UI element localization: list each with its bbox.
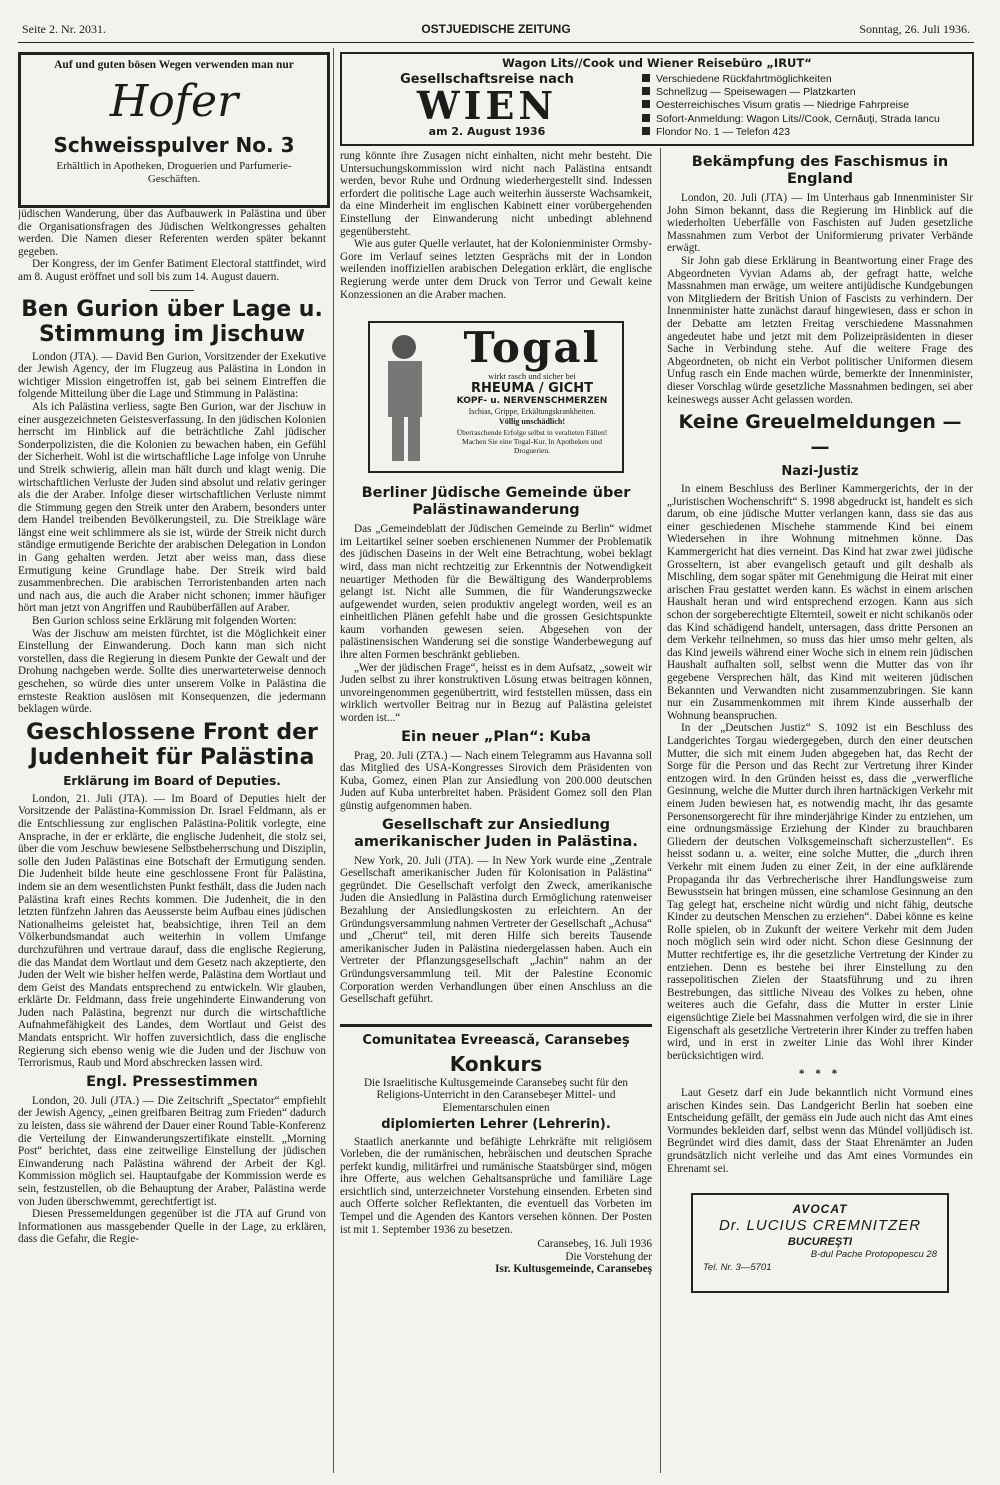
- togal-line: Völlig unschädlich!: [498, 416, 565, 426]
- togal-line: Überraschende Erfolge selbst in veralteten Fällen! Machen Sie eine Togal-Kur. In Apotheken und Droguerien.: [456, 428, 608, 456]
- togal-line: KOPF- u. NERVENSCHMERZEN: [456, 396, 608, 407]
- headline-pressestimmen: Engl. Pressestimmen: [86, 1073, 258, 1090]
- avocat-name: Dr. LUCIUS CREMNITZER: [718, 1216, 922, 1234]
- column-rule-1: [333, 48, 334, 1473]
- headline-ansiedlung: Gesellschaft zur Ansiedlung amerikanischer Juden in Palästina.: [354, 816, 638, 850]
- divider: [150, 290, 194, 291]
- article-text: London, 21. Juli (JTA). — Im Board of Deputies hielt der Vorsitzende der Palästina-Kommission Dr. Israel Feldmann, als er die Entschliessung zur englischen Palästina-Politik vorlegte, eine Ansprache, in der er erklärte, die englische Judenheit, die stolz sei, über die vom Jeschuw bewiesene Selbstbeherrschung und Disziplin, solle den Juden Palästinas eine Botschaft der Ermutigung senden. Die Judenheit bilde heute eine geschlossene Front für Palästina, indem sie an dem wesentlichsten Punkt festhält, dass die Juden nach Palästina kraft eines Rechts kommen. Die Judenheit, die in den letzten fünfzehn Jahren das Aeusserste beim Aufbau eines jüdischen Nationalheims geleistet hat, beabsichtige, ihren Teil an dem Völkerbundsmandat auch weiterhin in vollem Umfange durchzuführen und vertraue darauf, dass die englische Regierung, die das Mandat dem Wortlaut und dem Gesetz nach akzeptierte, den Juden der Welt wie bisher helfen werde, Palästina dem Wortlaut und dem Geist des Mandats entsprechend zu entwickeln. Wir glauben, erklärte Dr. Feldmann, dass freie ungehinderte Einwanderung von Juden nach Palästina, begrenzt nur durch die wirtschaftliche Aufnahmefähigkeit des Landes, dem Wortlaut und Geist des Mandats entspricht. Wir hoffen zuversichtlich, dass die englische Regierung sich ebenso wenig wie die Juden und der Jischuw von Terrorismus, Raub und Mord abschrecken lassen wird.: [18, 792, 326, 1070]
- article-text: London (JTA). — David Ben Gurion, Vorsitzender der Exekutive der Jewish Agency, der im Flugzeug aus Palästina in London in wichtiger Mission eingetroffen ist, gab bei seinem Eintreffen die folgende Mitteilung über die Lage und Stimmung in Palästina:: [18, 350, 326, 401]
- column-3: [667, 150, 973, 1475]
- square-bullet-icon: [642, 87, 650, 95]
- issue-date: Sonntag, 26. Juli 1936.: [859, 22, 970, 36]
- subheadline: Nazi-Justiz: [781, 464, 859, 480]
- wien-ad-item: Schnellzug — Speisewagen — Platzkarten: [642, 86, 962, 99]
- hofer-brand-logo: Hofer: [109, 76, 239, 127]
- wien-ad-item: Oesterreichisches Visum gratis — Niedrige Fahrpreise: [642, 99, 962, 112]
- wien-travel-ad: [340, 52, 974, 146]
- konkurs-signature: Die Vorstehung der: [565, 1250, 652, 1263]
- article-text: rung könnte ihre Zusagen nicht einhalten, nicht mehr besteht. Die Untersuchungskommission wird nicht nach Palästina entsandt werden, bevor Ruhe und Ordnung wiederhergestellt sind. Indessen erfordert die politische Lage auch weiterhin äusserste Wachsamkeit, da eine Minderheit im englischen Kabinett einer vorübergehenden Einstellung der Einwanderung nicht unbedingt ablehnend gegenübersteht.: [340, 150, 652, 238]
- article-text: London, 20. Juli (JTA.) — Die Zeitschrift „Spectator“ empfiehlt der Jewish Agency, „einen greifbaren Beitrag zum Frieden“ dadurch zu leisten, dass sie während der Dauer einer Round Table-Konferenz die Verteilung der Einwanderungszertifikate einstellt. „Morning Post“ berichtet, dass eine zeitweilige Einstellung der jüdischen Einwanderung nach Palästina während der Arbeit der Kgl. Kommission möglich sei. Hauptaufgabe der Kommission werde es sein, festzustellen, ob die Behauptung der Araber, Palästina werde von Juden überschwemmt, gerechtfertigt ist.: [18, 1094, 326, 1208]
- konkurs-date: Caransebeş, 16. Juli 1936: [537, 1238, 652, 1251]
- wien-ad-city: WIEN: [416, 83, 558, 128]
- article-text: In einem Beschluss des Berliner Kammergerichts, der in der „Juristischen Wochenschrift“ S. 1998 abgedruckt ist, handelt es sich darum, ob eine jüdische Mutter verlangen kann, dass sie das aus einer geschiedenen Mischehe stammende Kind bei einem Wiedersehen in ihre Wohnung mitnehmen könne. Das Kammergericht hat dies verneint. Das Kind hat zwar zwei jüdische Grosseltern, ist aber evangelisch getauft und gilt deshalb als Mischling, dem sogar später mit Genehmigung die Heirat mit einer arischen Frau gestattet werden kann. Es wächst in einem arischen Haushalt heran und wird entsprechend erzogen. Kann aus sich schon der sorgeberechtigte Elternteil, soweit er nicht schikanös oder das Kind schädigend handelt, untersagen, dass dritte Personen an dem Verkehr teilnehmen, so muss das hier umso mehr gelten, als das Kind jeweils während einer Woche sich in einem rein jüdischen Haushalt aufhalten soll, selbst wenn die Mutter das von ihr gegebene Versprechen hält, das Kind mit weiteren jüdischen Bekannten und Verwandten nicht zusammenzubringen. Sie kann nur ein Zusammenkommen mit ihrem Kinde ausserhalb der Wohnung beanspruchen.: [667, 483, 973, 722]
- article-text: Laut Gesetz darf ein Jude bekanntlich nicht Vormund eines arischen Kindes sein. Das Landgericht Berlin hat soeben eine Entscheidung gefällt, der gemäss ein Jude auch nicht das Amt eines Vormundes bekleiden darf, selbst wenn das Mündel volljüdisch ist. Begründet wird dies damit, dass der Staat Ehrenämter an Juden grundsätzlich nicht verleihe und das Amt eines Vormundes ein Ehrenamt sei.: [667, 1087, 973, 1175]
- konkurs-title: Konkurs: [449, 1051, 543, 1076]
- togal-line: Ischias, Grippe, Erkältungskrankheiten.: [468, 407, 596, 417]
- avocat-ad: [691, 1193, 949, 1293]
- article-text: Prag, 20. Juli (ZTA.) — Nach einem Telegramm aus Havanna soll das Mitglied des USA-Kongresses Sirovich dem Präsidenten von Kuba, Gomez, einen Plan zur Ansiedlung von 200.000 deutschen Juden auf Kuba unterbreitet haben. Präsident Gomez soll den Plan günstig aufgenommen haben.: [340, 749, 652, 812]
- konkurs-text: Die Israelitische Kultusgemeinde Caransebeş sucht für den Religions-Unterricht in den Caransebeşer Mittel- und Elementarschulen einen: [363, 1076, 629, 1114]
- avocat-phone: Tel. Nr. 3—5701: [703, 1261, 772, 1273]
- headline-berliner-gemeinde: Berliner Jüdische Gemeinde über Palästinawanderung: [361, 485, 631, 519]
- hofer-availability: Erhältlich in Apotheken, Droguerien und Parfumerie-Geschäften.: [56, 160, 292, 185]
- article-text: Diesen Pressemeldungen gegenüber ist die JTA auf Grund von Informationen aus massgebender Quelle in der Lage, zu erklären, dass die Gefahr, die Regie-: [18, 1208, 326, 1246]
- page-number: Seite 2. Nr. 2031.: [22, 22, 106, 36]
- togal-ad: [368, 321, 624, 473]
- konkurs-org: Comunitatea Evreească, Caransebeş: [362, 1032, 630, 1048]
- article-text: jüdischen Wanderung, über das Aufbauwerk in Palästina und über die Organisationsfragen des Jüdischen Weltkongresses gehalten werden. Die Namen dieser Referenten werden später bekannt gegeben.: [18, 208, 326, 258]
- konkurs-signature: Isr. Kultusgemeinde, Caransebeş: [495, 1263, 652, 1276]
- wien-ad-banner: Wagon Lits//Cook und Wiener Reisebüro „IRUT“: [502, 56, 812, 70]
- article-text: Ben Gurion schloss seine Erklärung mit folgenden Worten:: [32, 615, 297, 628]
- article-text: Der Kongress, der im Genfer Batiment Electoral stattfindet, wird am 8. August eröffnet und soll bis zum 14. August dauern.: [18, 258, 326, 283]
- article-text: Als ich Palästina verliess, sagte Ben Gurion, war der Jischuw in einer ausgezeichneten Geistesverfassung. In den jüdischen Kolonien herrscht im Hinblick auf die beträchtliche Zahl jüdischer Sonderpolizisten, die die Kolonien zu bewachen haben, ein Gefühl der Sicherheit. Wohl ist die wirtschaftliche Lage infolge von Unruhe und Streik schwierig, allein man hält durch und klagt wenig. Die wirtschaftlichen Verluste der Juden sind absolut und relativ geringer als die der Araber. Infolge dieser wirtschaftlichen Verluste nimmt die Stimmung gegen den Streik unter den Arabern, besonders unter dem Handel treibenden Bevölkerungsteil, zu. Die Streiklage wäre längst eine weit schlimmere als sie ist, würde der Streik nicht durch ständige ermutigende Berichte der arabischen Delegation in London in Gang gehalten werden. Jetzt aber weiss man, dass diese Ermutigung keine Grundlage habe. Der Streik wird bald zusammenbrechen. Die arabischen Terroristenbanden arten nach und nach aus, die auch die Araber nicht schonen; immer häufiger hört man jetzt von Angriffen und Raubüberfällen auf Araber.: [18, 400, 326, 615]
- wien-ad-item: Verschiedene Rückfahrtmöglichkeiten: [642, 73, 962, 86]
- headline-ben-gurion: Ben Gurion über Lage u. Stimmung im Jischuw: [21, 296, 323, 347]
- column-rule-2: [660, 148, 661, 1473]
- square-bullet-icon: [642, 127, 650, 135]
- square-bullet-icon: [642, 74, 650, 82]
- subheadline: Erklärung im Board of Deputies.: [63, 773, 281, 788]
- konkurs-position: diplomierten Lehrer (Lehrerin).: [381, 1116, 611, 1132]
- section-stars: * * *: [798, 1068, 842, 1081]
- avocat-title: AVOCAT: [792, 1202, 848, 1217]
- hofer-ad: [18, 52, 330, 208]
- headline-greuelmeldungen: Keine Greuelmeldungen — —: [678, 411, 962, 459]
- headline-kuba: Ein neuer „Plan“: Kuba: [401, 728, 591, 745]
- avocat-city: BUCUREŞTI: [787, 1236, 853, 1249]
- article-text: „Wer der jüdischen Frage“, heisst es in dem Aufsatz, „soweit wir Juden selbst zu ihrer konstruktiven Lösung etwas beitragen können, unvoreingenommen gegenübertritt, wird feststellen müssen, dass ein wirklich wertvoller Beitrag nur in Bezug auf Palästina geleistet worden ist...“: [340, 661, 652, 725]
- article-text: In der „Deutschen Justiz“ S. 1092 ist ein Beschluss des Landgerichtes Torgau wiedergegeben, durch den einer deutschen Mutter, die sich mit einem Juden abgegeben hat, das Recht der Sorge für die Person und das Recht zur Vertretung ihrer Kinder entzogen wird. In den Gründen heisst es, dass die „verwerfliche Gesinnung, welche die Mutter durch ihren hartnäckigen Verkehr mit einem Juden bewiesen hat, es notwendig macht, ihr das gesamte Personensorgerecht für ihre minderjährige Kinder zu entziehen, um eine ordnungsmässige Erziehung der Kinder zu brauchbaren Gliedern der deutschen Volksgemeinschaft sicherzustellen“. Es heisst sodann u. a. weiter, eine solche Mutter, die „durch ihren Verkehr mit einem Juden zu einer Zeit, in der eine aufklärende Propaganda ihr das Verbrecherische ihrer Handlungsweise zum Bewusstsein hat bringen müssen, eine schamlose Gesinnung an den Tag gelegt hat, erscheine nicht würdig und nicht fähig, deutsche Kinder zu deutschen Menschen zu erziehen“. Dabei könne es keine Rolle spielen, ob in Zukunft der weitere Verkehr mit dem Juden noch möglich sein wird oder nicht. Schon diese Gesinnung der Mutter rechtfertige es, ihr die gesetzliche Vertretung der Kinder zu entziehen. Denn es bestehe bei ihrer Einstellung zu den rassepolitischen Zielen der Staatsführung und zu ihren Bestrebungen, das sittliche Niveau des Volkes zu heben, ohne weiteres auch die Gefahr, dass die Mutter in erster Linie eigensüchtige Ziele bei Massnahmen verfolgen wird, die sie in ihrer Eigenschaft als gesetzliche Vertreterin ihrer Kinder zu treffen haben wird, und in erst in zweiter Linie das Wohl ihrer Kinder berücksichtigen wird.: [667, 722, 973, 1062]
- wien-ad-list: [642, 73, 962, 139]
- square-bullet-icon: [642, 114, 650, 122]
- square-bullet-icon: [642, 100, 650, 108]
- avocat-address: B-dul Pache Protopopescu 28: [810, 1248, 937, 1260]
- wien-ad-item: Flondor No. 1 — Telefon 423: [642, 126, 962, 139]
- wien-ad-item: Sofort-Anmeldung: Wagon Lits//Cook, Cernăuţi, Strada Iancu: [642, 113, 962, 126]
- togal-line: RHEUMA / GICHT: [471, 381, 593, 397]
- konkurs-text: Staatlich anerkannte und befähigte Lehrkräfte mit religiösem Vorleben, die der rumänischen, hebräischen und deutschen Sprache perfekt kundig, militärfrei und rumänische Staatsbürger sind, mögen ihre Offerte, aus welchen Gehaltsansprüche und familiäre Lage ersichtlich sind, unterzeichneter Vorstehung einsenden. Erbeten sind auch Offerte solcher Reflektanten, die eventuell das Vorbeten im Tempel und die Agenden des Kantors versehen können. Der Posten ist mit 1. September 1936 zu besetzen.: [340, 1135, 652, 1236]
- article-text: Was der Jischuw am meisten fürchtet, ist die Möglichkeit einer Einstellung der Einwanderung. Doch kann man sich nicht vorstellen, dass die Regierung in diesem Punkte der Gewalt und der Drohung nachgeben werde. Sollte dies unerwarteterweise dennoch geschehen, so würde dies unter unserem Volke in Palästina die ernsteste Reaktion auslösen mit Konsequenzen, die jedermann beklagen würde.: [18, 627, 326, 716]
- headline-faschismus: Bekämpfung des Faschismus in England: [691, 154, 949, 187]
- hofer-ad-tagline: Auf und guten bösen Wegen verwenden man nur: [54, 59, 294, 71]
- divider: [340, 1024, 652, 1027]
- headline-geschlossene-front: Geschlossene Front der Judenheit für Palästina: [26, 719, 318, 770]
- wien-ad-line: Gesellschaftsreise nach: [400, 72, 574, 87]
- hofer-product: Schweisspulver No. 3: [53, 133, 295, 157]
- wien-ad-date: am 2. August 1936: [428, 125, 546, 138]
- article-text: London, 20. Juli (JTA) — Im Unterhaus gab Innenminister Sir John Simon bekannt, dass die Regierung im Hinblick auf die wiederholten Ueberfälle von Faschisten auf Juden gesetzliche Massnahmen zum Verbot der Uniformierung privater Verbände erwägt.: [667, 192, 973, 255]
- togal-line: wirkt rasch und sicher bei: [488, 371, 576, 382]
- page-header: [22, 22, 970, 40]
- article-text: New York, 20. Juli (JTA). — In New York wurde eine „Zentrale Gesellschaft amerikanischer Juden für Kolonisation in Palästina“ gegründet. Die Gesellschaft verfolgt den Zweck, amerikanische Juden die Ansiedlung in Palästina durch Ermöglichung ratenweiser Bezahlung der Ansiedlungskosten zu erleichtern. An der Gründungsversammlung nahmen Vertreter der Gesellschaft „Achusa“ und „Cherut“ teil, mit deren Hilfe sich bereits Tausende amerikanischer Juden in Palästina niedergelassen haben. Auch ein Vertreter der Pflanzungsgesellschaft „Jachin“ nahm an der Gründungsversammlung teil. Mit der Palestine Economic Corporation werden Verhandlungen über einen Anschluss an die Gesellschaft geführt.: [340, 854, 652, 1006]
- togal-figure-icon: [374, 327, 444, 465]
- column-2: [340, 150, 652, 1475]
- column-1: [18, 208, 326, 1475]
- togal-brand: Togal: [463, 323, 601, 373]
- masthead: OSTJUEDISCHE ZEITUNG: [421, 22, 571, 36]
- article-text: Das „Gemeindeblatt der Jüdischen Gemeinde zu Berlin“ widmet im Leitartikel seiner soeben erschienenen Nummer der Problematik des jüdischen Daseins in der Welt eine Betrachtung, wobei beklagt wird, dass man nicht rechtzeitig zur Erkenntnis der Notwendigkeit neuartiger Methoden für die Bewältigung des Wanderproblems gelangt ist. Nicht alle Summen, die für Wanderungszwecke aufgewendet wurden, seien produktiv angelegt worden, weil es an einheitlichen Plänen gefehlt habe und die grossen Gesichtspunkte kaum vorhanden gewesen seien. Abgesehen von der palästinensischen Wanderung sei die sonstige Wanderbewegung auf ihre alten Formen beschränkt geblieben.: [340, 523, 652, 662]
- header-rule: [18, 42, 974, 43]
- article-text: Sir John gab diese Erklärung in Beantwortung einer Frage des Abgeordneten Vyvian Adams ab, der gefragt hatte, welche Massnahmen man erwäge, um weitere antijüdische Kundgebungen von Mitgliedern der British Union of Fascists zu verhindern. Der Innenminister hatte zunächst darauf hingewiesen, dass er schon in der Debatte am letzten Freitag verschiedene Massnahmen angedeutet habe und jetzt mit dem Polizeipräsidenten in dieser Sache in Verbindung stehe. Auf die weitere Frage des Abgeordneten, ob nicht ein Verbot politischer Uniformen diesem Unfug rasch ein Ende machen würde, bemerkte der Innenminister, dieser Vorschlag würde gesetzliche Massnahmen bedingen, sei aber keineswegs ausser Acht gelassen worden.: [667, 254, 973, 406]
- article-text: Wie aus guter Quelle verlautet, hat der Kolonienminister Ormsby-Gore im Verlauf seines letzten Gesprächs mit der in London weilenden inoffiziellen arabischen Delegation erklärt, die englische Regierung werde unter dem Druck von Terror und Gewalt keine Konzessionen an die Araber machen.: [340, 238, 652, 301]
